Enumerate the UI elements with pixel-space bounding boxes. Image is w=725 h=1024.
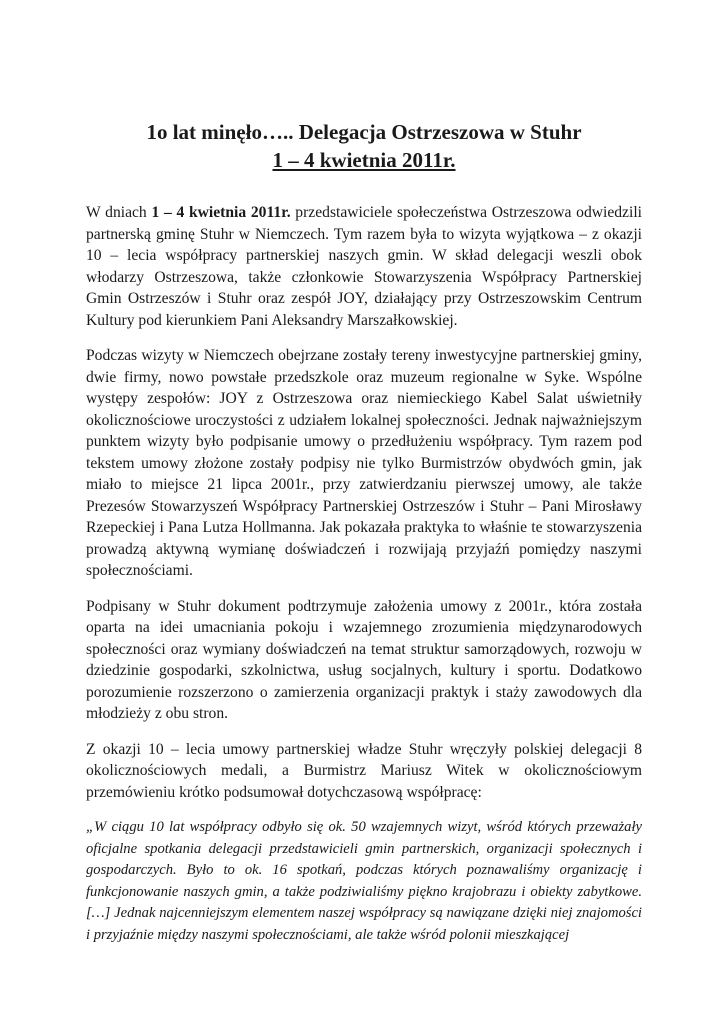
paragraph-1-date: 1 – 4 kwietnia 2011r. xyxy=(151,204,291,221)
paragraph-2: Podczas wizyty w Niemczech obejrzane zostały tereny inwestycyjne partnerskiej gminy, dwie firmy, nowo powstałe przedszkole oraz muzeum regionalne w Syke. Wspólne występy zespołów: JOY z Ostrzeszowa oraz niemieckiego Kabel Salat uświetniły okolicznościowe uroczystości z udziałem lokalnej społeczności. Jednak najważniejszym punktem wizyty było podpisanie umowy o przedłużeniu współpracy. Tym razem pod tekstem umowy złożone zostały podpisy nie tylko Burmistrzów obydwóch gmin, jak miało to miejsce 21 lipca 2001r., przy zatwierdzaniu pierwszej umowy, ale także Prezesów Stowarzyszeń Współpracy Partnerskiej Ostrzeszów i Stuhr – Pani Mirosławy Rzepeckiej i Pana Lutza Hollmanna. Jak pokazała praktyka to właśnie te stowarzyszenia prowadzą aktywną wymianę doświadczeń i rozwijają przyjaźń pomiędzy naszymi społecznościami. xyxy=(86,347,642,579)
title-line-1: 1o lat minęło….. Delegacja Ostrzeszowa w Stuhr xyxy=(146,120,582,144)
document-page xyxy=(86,118,642,960)
document-title xyxy=(86,118,642,174)
paragraph-4: Z okazji 10 – lecia umowy partnerskiej władze Stuhr wręczyły polskiej delegacji 8 okolicznościowych medali, a Burmistrz Mariusz Witek w okolicznościowym przemówieniu krótko podsumował dotychczasową współpracę: xyxy=(86,740,642,801)
paragraph-1 xyxy=(86,202,642,331)
title-line-2-date: 1 – 4 kwietnia 2011r. xyxy=(272,148,456,172)
paragraph-3: Podpisany w Stuhr dokument podtrzymuje założenia umowy z 2001r., która została oparta na idei umacniania pokoju i wzajemnego zrozumienia międzynarodowych społeczności oraz wymiany doświadczeń na temat struktur samorządowych, rozwoju w dziedzinie gospodarki, szkolnictwa, usług socjalnych, kultury i sportu. Dodatkowo porozumienie rozszerzono o zamierzenia organizacji praktyk i staży zawodowych dla młodzieży z obu stron. xyxy=(86,597,642,722)
quote-paragraph: „W ciągu 10 lat współpracy odbyło się ok. 50 wzajemnych wizyt, wśród których przeważały oficjalne spotkania delegacji przedstawicieli gmin partnerskich, organizacji społecznych i gospodarczych. Było to ok. 16 spotkań, podczas których poznawaliśmy organizację i funkcjonowanie naszych gmin, a także podziwialiśmy piękno krajobrazu i obiekty zabytkowe. […] Jednak najcenniejszym elementem naszej współpracy są nawiązane dzięki niej znajomości i przyjaźnie między naszymi społecznościami, ale także wśród polonii mieszkającej xyxy=(86,819,642,943)
paragraph-1-body: przedstawiciele społeczeństwa Ostrzeszowa odwiedzili partnerską gminę Stuhr w Niemczech. Tym razem była to wizyta wyjątkowa – z okazji 10 – lecia współpracy partnerskiej naszych gmin. W skład delegacji weszli obok włodarzy Ostrzeszowa, także członkowie Stowarzyszenia Współpracy Partnerskiej Gmin Ostrzeszów i Stuhr oraz zespół JOY, działający przy Ostrzeszowskim Centrum Kultury pod kierunkiem Pani Aleksandry Marszałkowskiej. xyxy=(86,204,642,329)
paragraph-1-intro: W dniach xyxy=(86,204,152,221)
